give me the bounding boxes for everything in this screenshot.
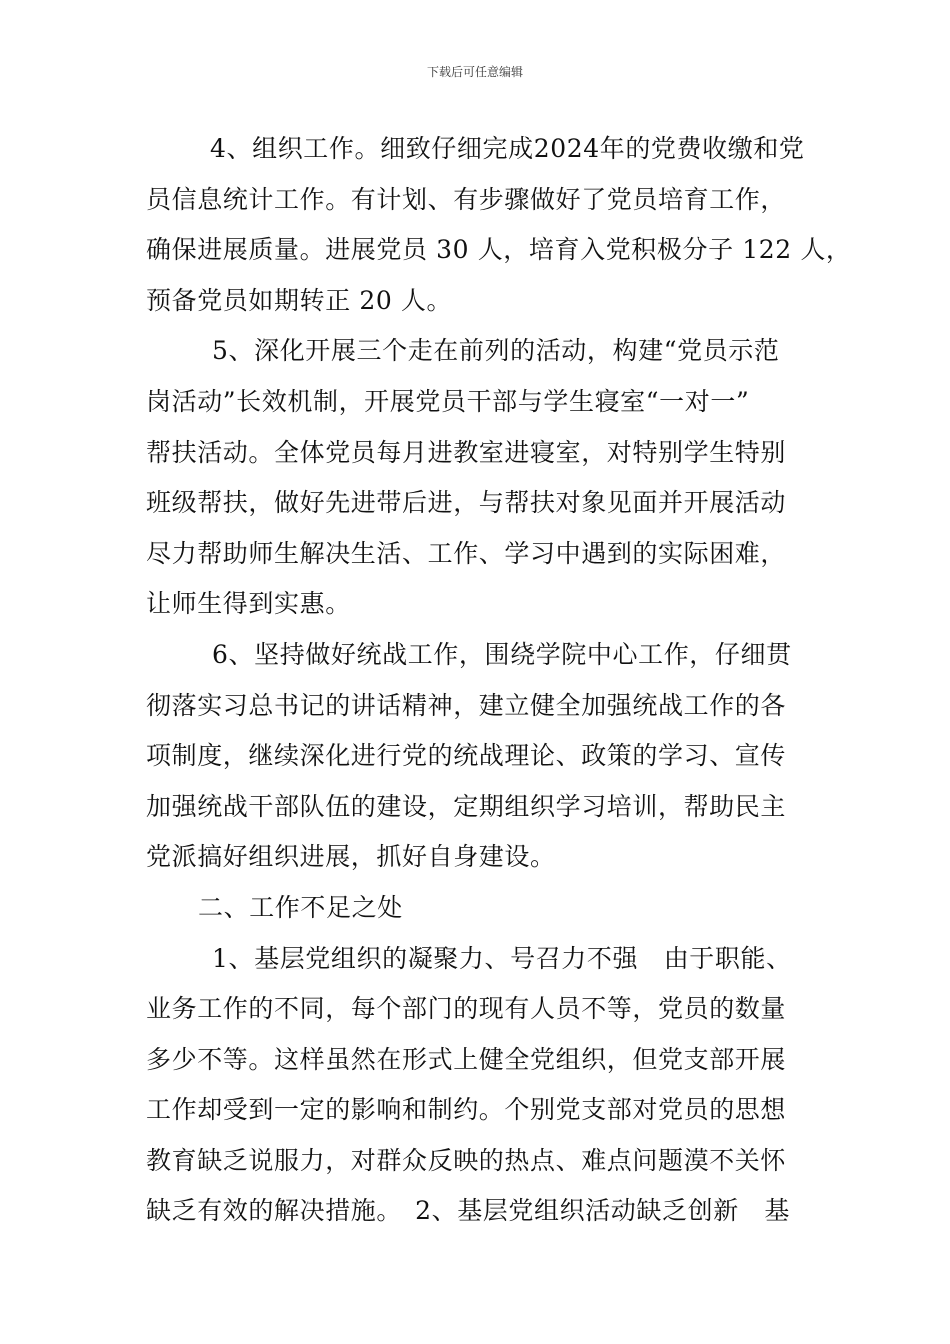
- paragraph-line: 确保进展质量。进展党员 30 人，培育入党积极分子 122 人，: [146, 235, 852, 265]
- paragraph-line: 班级帮扶，做好先进带后进，与帮扶对象见面并开展活动: [146, 488, 787, 518]
- paragraph-line: 缺乏有效的解决措施。 2、基层党组织活动缺乏创新 基: [146, 1196, 791, 1226]
- paragraph-line: 业务工作的不同，每个部门的现有人员不等，党员的数量: [146, 994, 787, 1024]
- paragraph-line: 帮扶活动。全体党员每月进教室进寝室，对特别学生特别: [146, 437, 787, 467]
- page-header: 下载后可任意编辑: [426, 65, 523, 79]
- paragraph-line: 5、深化开展三个走在前列的活动，构建“党员示范: [212, 336, 780, 366]
- paragraph-line: 教育缺乏说服力，对群众反映的热点、难点问题漠不关怀: [146, 1145, 787, 1175]
- paragraph-line: 6、坚持做好统战工作，围绕学院中心工作，仔细贯: [212, 639, 792, 669]
- paragraph-line: 加强统战干部队伍的建设，定期组织学习培训，帮助民主: [146, 791, 787, 821]
- paragraph-line: 多少不等。这样虽然在形式上健全党组织，但党支部开展: [146, 1044, 787, 1074]
- paragraph-line: 工作却受到一定的影响和制约。个别党支部对党员的思想: [146, 1095, 787, 1125]
- paragraph-line: 项制度，继续深化进行党的统战理论、政策的学习、宣传: [146, 741, 787, 771]
- paragraph-line: 1、基层党组织的凝聚力、号召力不强 由于职能、: [212, 943, 792, 973]
- paragraph-line: 4、组织工作。细致仔细完成2024年的党费收缴和党: [210, 134, 805, 163]
- paragraph-line: 预备党员如期转正 20 人。: [146, 285, 453, 315]
- paragraph-line: 尽力帮助师生解决生活、工作、学习中遇到的实际困难，: [146, 538, 787, 568]
- paragraph-line: 党派搞好组织进展，抓好自身建设。: [146, 842, 556, 872]
- section-heading: 二、工作不足之处: [198, 892, 403, 922]
- document-body: [146, 124, 852, 1237]
- paragraph-line: 让师生得到实惠。: [146, 589, 351, 619]
- paragraph-line: 岗活动”长效机制，开展党员干部与学生寝室“一对一”: [146, 386, 750, 416]
- paragraph-line: 员信息统计工作。有计划、有步骤做好了党员培育工作，: [146, 184, 787, 214]
- paragraph-line: 彻落实习总书记的讲话精神，建立健全加强统战工作的各: [146, 690, 787, 720]
